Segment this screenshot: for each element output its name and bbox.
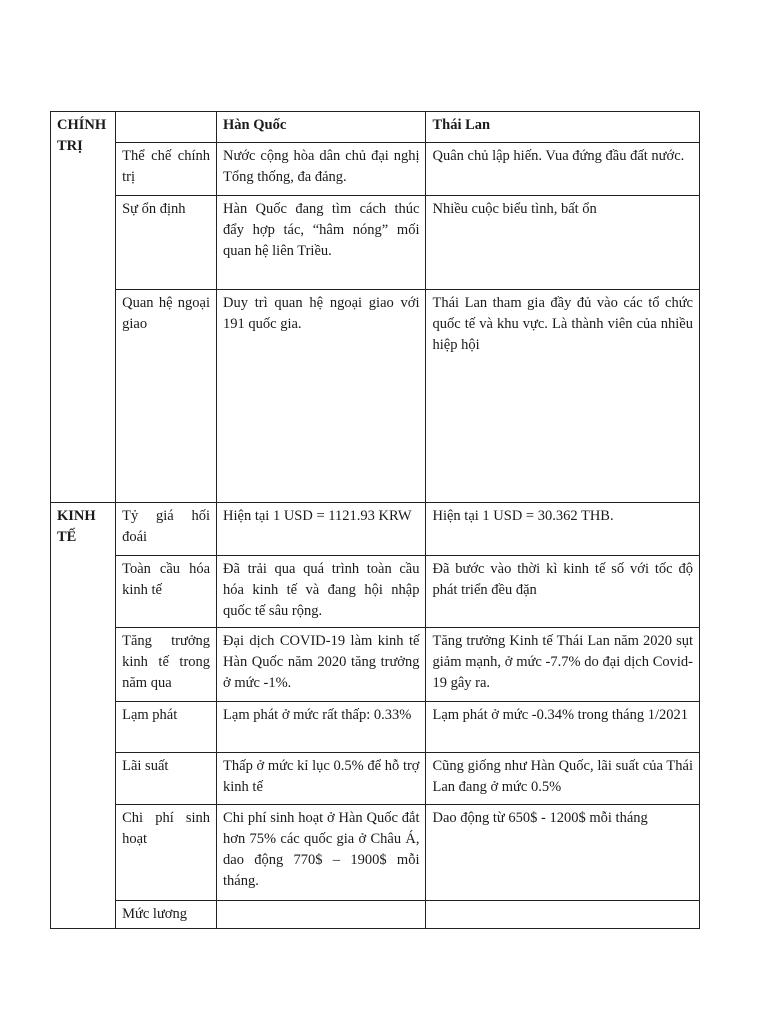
comparison-table	[50, 111, 700, 929]
thailand-cell: Thái Lan tham gia đầy đủ vào các tổ chức quốc tế và khu vực. Là thành viên của nhiều hiệp hội	[426, 290, 700, 503]
table-row	[51, 196, 700, 290]
thailand-cell: Đã bước vào thời kì kinh tế số với tốc độ phát triển đều đặn	[426, 556, 700, 628]
thailand-cell: Tăng trưởng Kinh tế Thái Lan năm 2020 sụt giảm mạnh, ở mức -7.7% do đại dịch Covid-19 gây ra.	[426, 628, 700, 702]
thailand-cell: Quân chủ lập hiến. Vua đứng đầu đất nước.	[426, 143, 700, 196]
table-row	[51, 805, 700, 901]
criterion-cell: Tỷ giá hối đoái	[116, 503, 217, 556]
korea-cell: Nước cộng hòa dân chủ đại nghị Tổng thống, đa đảng.	[217, 143, 426, 196]
table-row	[51, 901, 700, 929]
thailand-cell: Dao động từ 650$ - 1200$ mỗi tháng	[426, 805, 700, 901]
criterion-cell: Tăng trưởng kinh tế trong năm qua	[116, 628, 217, 702]
korea-cell: Đại dịch COVID-19 làm kinh tế Hàn Quốc năm 2020 tăng trưởng ở mức -1%.	[217, 628, 426, 702]
table-row	[51, 143, 700, 196]
criterion-cell: Thể chế chính trị	[116, 143, 217, 196]
thailand-cell: Hiện tại 1 USD = 30.362 THB.	[426, 503, 700, 556]
table-row	[51, 290, 700, 503]
table-row	[51, 628, 700, 702]
criterion-cell: Toàn cầu hóa kinh tế	[116, 556, 217, 628]
korea-cell: Thấp ở mức kỉ lục 0.5% để hỗ trợ kinh tế	[217, 753, 426, 805]
thailand-cell	[426, 901, 700, 929]
thailand-cell: Lạm phát ở mức -0.34% trong tháng 1/2021	[426, 702, 700, 753]
korea-cell	[217, 901, 426, 929]
table-row	[51, 753, 700, 805]
korea-cell: Lạm phát ở mức rất thấp: 0.33%	[217, 702, 426, 753]
korea-cell: Duy trì quan hệ ngoại giao với 191 quốc gia.	[217, 290, 426, 503]
header-thailand: Thái Lan	[426, 112, 700, 143]
table-row	[51, 503, 700, 556]
table-row	[51, 556, 700, 628]
criterion-cell: Chi phí sinh hoạt	[116, 805, 217, 901]
table-row-header	[51, 112, 700, 143]
criterion-cell: Quan hệ ngoại giao	[116, 290, 217, 503]
section-label-politics: CHÍNH TRỊ	[51, 112, 116, 503]
criterion-cell: Lạm phát	[116, 702, 217, 753]
section-label-economy: KINH TẾ	[51, 503, 116, 929]
korea-cell: Chi phí sinh hoạt ở Hàn Quốc đắt hơn 75% các quốc gia ở Châu Á, dao động 770$ – 1900$ mỗi tháng.	[217, 805, 426, 901]
criterion-cell: Mức lương	[116, 901, 217, 929]
korea-cell: Hiện tại 1 USD = 1121.93 KRW	[217, 503, 426, 556]
criterion-cell: Lãi suất	[116, 753, 217, 805]
korea-cell: Đã trải qua quá trình toàn cầu hóa kinh tế và đang hội nhập quốc tế sâu rộng.	[217, 556, 426, 628]
document-page	[50, 111, 700, 929]
criterion-cell: Sự ổn định	[116, 196, 217, 290]
header-empty-cell	[116, 112, 217, 143]
header-korea: Hàn Quốc	[217, 112, 426, 143]
korea-cell: Hàn Quốc đang tìm cách thúc đẩy hợp tác, “hâm nóng” mối quan hệ liên Triều.	[217, 196, 426, 290]
table-row	[51, 702, 700, 753]
thailand-cell: Cũng giống như Hàn Quốc, lãi suất của Thái Lan đang ở mức 0.5%	[426, 753, 700, 805]
thailand-cell: Nhiều cuộc biểu tình, bất ổn	[426, 196, 700, 290]
